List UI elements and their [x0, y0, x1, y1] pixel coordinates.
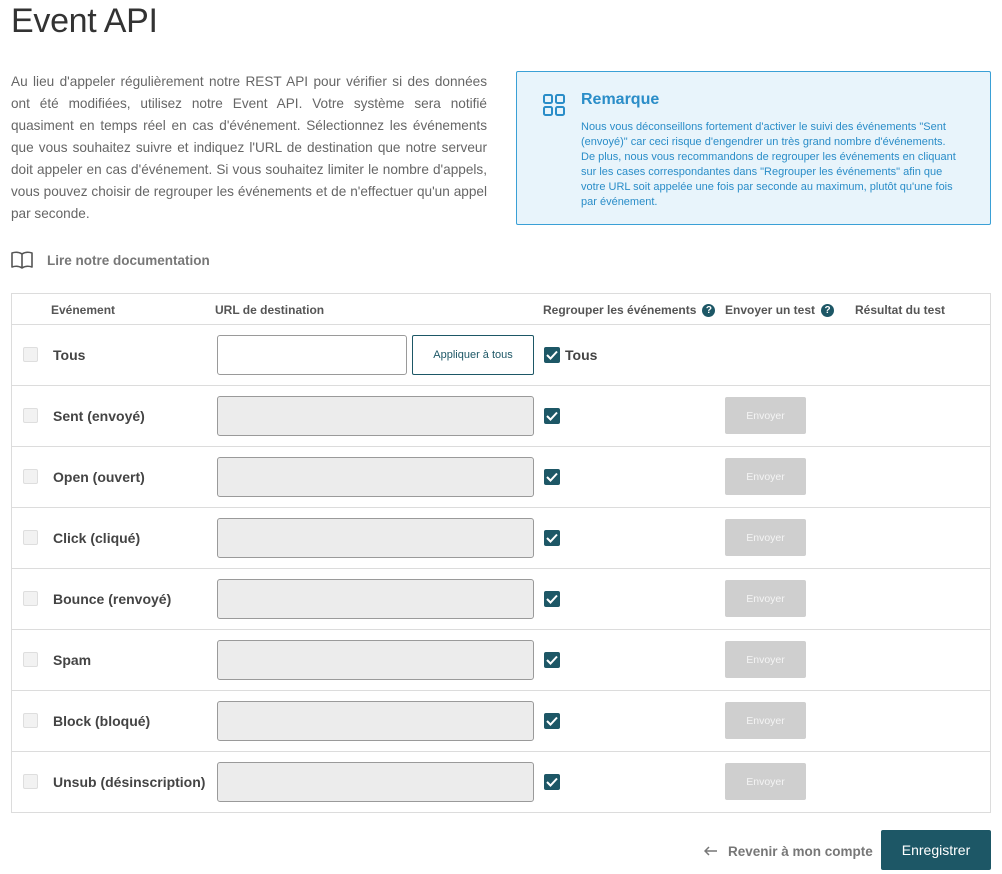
documentation-link[interactable] [11, 250, 210, 270]
url-input[interactable] [217, 701, 534, 741]
checkmark-icon [546, 411, 558, 421]
send-test-button[interactable]: Envoyer [725, 397, 806, 434]
table-row [12, 385, 990, 446]
group-checkbox[interactable] [544, 591, 560, 607]
row-checkbox[interactable] [23, 591, 38, 606]
header-url: URL de destination [215, 303, 325, 317]
apply-to-all-button[interactable]: Appliquer à tous [412, 335, 534, 375]
checkmark-icon [546, 655, 558, 665]
row-checkbox[interactable] [23, 469, 38, 484]
send-test-button[interactable]: Envoyer [725, 580, 806, 617]
send-test-button[interactable]: Envoyer [725, 702, 806, 739]
send-test-button[interactable]: Envoyer [725, 519, 806, 556]
grid-icon [543, 94, 565, 116]
documentation-link-label: Lire notre documentation [47, 252, 210, 268]
url-input[interactable] [217, 579, 534, 619]
group-checkbox[interactable] [544, 469, 560, 485]
url-input[interactable] [217, 518, 534, 558]
header-group-label: Regrouper les événements [543, 303, 697, 317]
help-icon[interactable]: ? [702, 304, 715, 317]
row-label: Bounce (renvoyé) [53, 591, 172, 607]
url-input[interactable] [217, 762, 534, 802]
back-link-label: Revenir à mon compte [728, 843, 873, 859]
header-test-label: Envoyer un test [725, 303, 816, 317]
table-row [12, 690, 990, 751]
row-label: Block (bloqué) [53, 713, 151, 729]
help-icon[interactable]: ? [821, 304, 834, 317]
group-checkbox[interactable] [544, 774, 560, 790]
checkmark-icon [546, 716, 558, 726]
row-checkbox[interactable] [23, 347, 38, 362]
row-label: Sent (envoyé) [53, 408, 145, 424]
table-header [12, 294, 990, 326]
table-row [12, 446, 990, 507]
url-input[interactable] [217, 457, 534, 497]
group-checkbox[interactable] [544, 530, 560, 546]
checkmark-icon [546, 533, 558, 543]
url-input-all[interactable] [217, 335, 407, 375]
table-row-all [12, 324, 990, 385]
header-group [543, 303, 715, 317]
header-test [725, 303, 834, 317]
row-label: Click (cliqué) [53, 530, 141, 546]
group-checkbox[interactable] [544, 713, 560, 729]
row-label: Spam [53, 652, 92, 668]
table-row [12, 751, 990, 812]
url-input[interactable] [217, 396, 534, 436]
send-test-button[interactable]: Envoyer [725, 763, 806, 800]
arrow-left-icon [704, 846, 718, 856]
remark-box [516, 71, 991, 225]
row-label: Open (ouvert) [53, 469, 145, 485]
checkmark-icon [546, 472, 558, 482]
intro-text: Au lieu d'appeler régulièrement notre REST API pour vérifier si des données ont été modifiées, utilisez notre Event API. Votre système sera notifié quasiment en temps réel en cas d'événement. Sélectionnez les événements que vous souhaitez suivre et indiquez l'URL de destination que notre serveur doit appeler en cas d'événement. Si vous souhaitez limiter le nombre d'appels, vous pouvez choisir de regrouper les événements et de n'effectuer qu'un appel par seconde. [11, 74, 487, 221]
row-checkbox[interactable] [23, 774, 38, 789]
book-icon [11, 251, 33, 269]
event-table [11, 293, 991, 813]
row-checkbox[interactable] [23, 530, 38, 545]
header-event: Evénement [51, 303, 116, 317]
remark-text: Nous vous déconseillons fortement d'activer le suivi des événements "Sent (envoyé)" car ceci risque d'engendrer un très grand nombre d'événements. De plus, nous vous recommandons de regrouper les événements en cliquant sur les cases correspondantes dans "Regrouper les événements" afin que votre URL soit appelée une fois par seconde au maximum, plutôt qu'une fois par événement. [581, 121, 956, 208]
group-checkbox-all[interactable] [544, 347, 560, 363]
row-label: Unsub (désinscription) [53, 774, 206, 790]
row-checkbox[interactable] [23, 652, 38, 667]
send-test-button[interactable]: Envoyer [725, 641, 806, 678]
group-label-all: Tous [565, 347, 598, 363]
checkmark-icon [546, 777, 558, 787]
remark-title: Remarque [581, 91, 660, 108]
url-input[interactable] [217, 640, 534, 680]
page-title: Event API [11, 2, 158, 40]
save-button[interactable]: Enregistrer [881, 830, 991, 870]
table-row [12, 568, 990, 629]
checkmark-icon [546, 350, 558, 360]
table-row [12, 629, 990, 690]
group-checkbox[interactable] [544, 652, 560, 668]
row-label: Tous [53, 347, 86, 363]
row-checkbox[interactable] [23, 713, 38, 728]
send-test-button[interactable]: Envoyer [725, 458, 806, 495]
table-row [12, 507, 990, 568]
group-checkbox[interactable] [544, 408, 560, 424]
back-to-account-link[interactable] [704, 841, 873, 861]
header-result: Résultat du test [855, 303, 946, 317]
checkmark-icon [546, 594, 558, 604]
row-checkbox[interactable] [23, 408, 38, 423]
